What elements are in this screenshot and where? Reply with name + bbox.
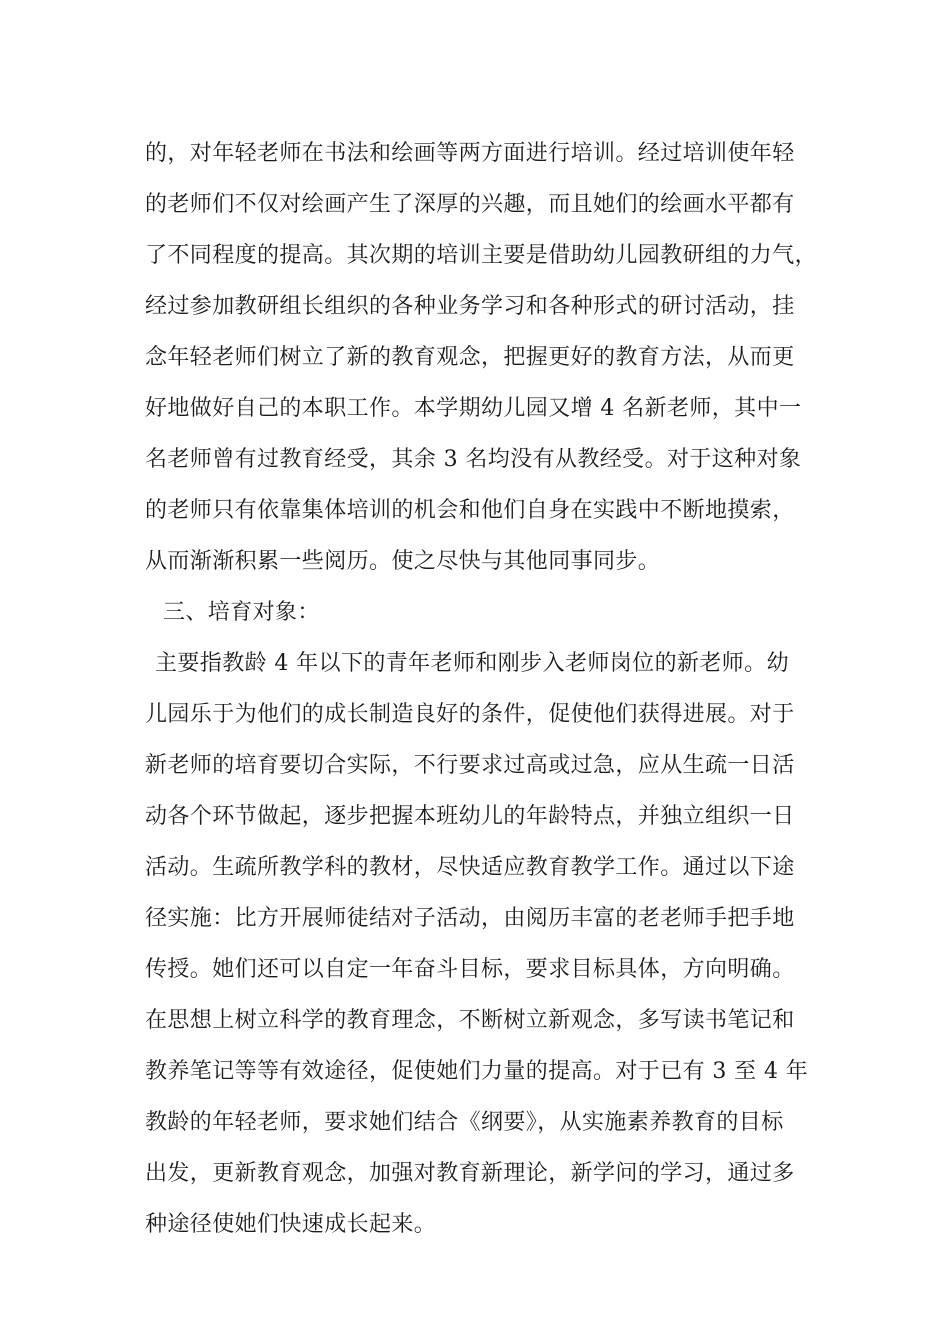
text-line: 动各个环节做起，逐步把握本班幼儿的年龄特点，并独立组织一日: [145, 804, 795, 829]
text-line: 念年轻老师们树立了新的教育观念，把握更好的教育方法，从而更: [145, 345, 795, 370]
text-line: 的，对年轻老师在书法和绘画等两方面进行培训。经过培训使年轻: [145, 141, 795, 166]
text-line: 从而渐渐积累一些阅历。使之尽快与其他同事同步。: [145, 549, 661, 574]
text-line: 名老师曾有过教育经受，其余 3 名均没有从教经受。对于这种对象: [145, 447, 802, 472]
text-line: 了不同程度的提高。其次期的培训主要是借助幼儿园教研组的力气，: [145, 243, 818, 268]
text-line: 活动。生疏所教学科的教材，尽快适应教育教学工作。通过以下途: [145, 855, 795, 880]
text-line: 教龄的年轻老师，要求她们结合《纲要》，从实施素养教育的目标: [145, 1110, 784, 1135]
text-line: 主要指教龄 4 年以下的青年老师和刚步入老师岗位的新老师。幼: [155, 651, 789, 676]
document-body: [145, 128, 825, 1250]
section-heading: 三、培育对象：: [163, 600, 320, 625]
text-line: 种途径使她们快速成长起来。: [145, 1212, 437, 1237]
text-line: 出发，更新教育观念，加强对教育新理论，新学问的学习，通过多: [145, 1161, 795, 1186]
text-line: 好地做好自己的本职工作。本学期幼儿园又增 4 名新老师，其中一: [145, 396, 802, 421]
text-line: 经过参加教研组长组织的各种业务学习和各种形式的研讨活动，挂: [145, 294, 795, 319]
text-line: 传授。她们还可以自定一年奋斗目标，要求目标具体，方向明确。: [145, 957, 795, 982]
text-line: 的老师只有依靠集体培训的机会和他们自身在实践中不断地摸索，: [145, 498, 795, 523]
text-line: 教养笔记等等有效途径，促使她们力量的提高。对于已有 3 至 4 年: [145, 1059, 809, 1084]
text-line: 径实施：比方开展师徒结对子活动，由阅历丰富的老老师手把手地: [145, 906, 795, 931]
text-line: 儿园乐于为他们的成长制造良好的条件，促使他们获得进展。对于: [145, 702, 795, 727]
text-line: 的老师们不仅对绘画产生了深厚的兴趣，而且她们的绘画水平都有: [145, 192, 795, 217]
text-line: 在思想上树立科学的教育理念，不断树立新观念，多写读书笔记和: [145, 1008, 795, 1033]
text-line: 新老师的培育要切合实际，不行要求过高或过急，应从生疏一日活: [145, 753, 795, 778]
